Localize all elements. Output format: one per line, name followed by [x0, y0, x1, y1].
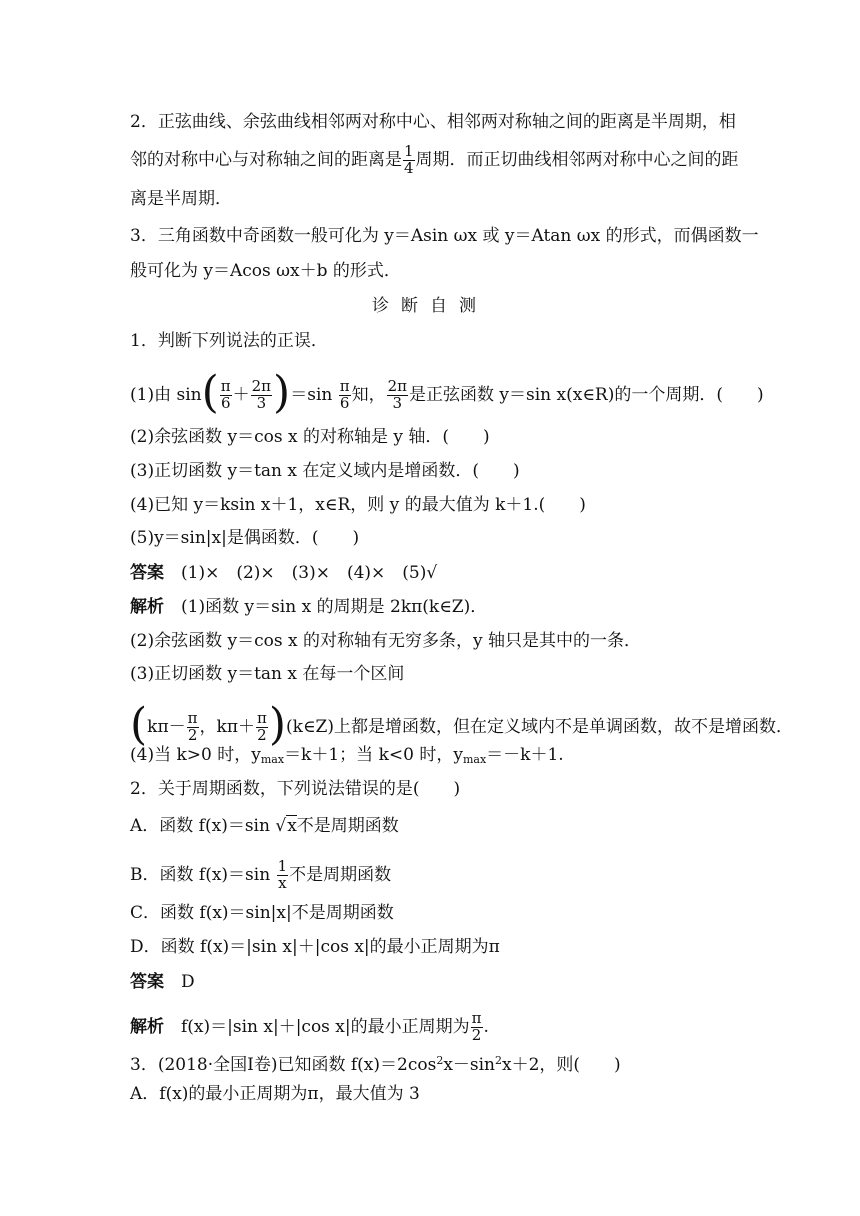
- q1-answer: 答案 (1)× (2)× (3)× (4)× (5)√: [130, 563, 438, 583]
- q2-answer: 答案 D: [130, 972, 195, 992]
- fraction-one-quarter: $\frac{1}{4}$: [404, 142, 414, 177]
- q1-analysis-4: (4)当 k>0 时，$y_{max}=k+1$；当 k<0 时，$y_{max}=-k+1$.: [130, 745, 564, 766]
- q1-analysis-3b: (kπ－ $\frac{\pi}{2}$ ，kπ＋ $\frac{\pi}{2}$ )(k∈Z)上都是增函数，但在定义域内不是单调函数，故不是增函数．: [130, 699, 793, 751]
- q2-option-a: A．函数 f(x)＝sin √x不是周期函数: [130, 816, 399, 836]
- note-2-line-2: 邻的对称中心与对称轴之间的距离是 $\frac{1}{4}$ 周期．而正切曲线相邻两对称中心之间的距: [130, 142, 739, 177]
- q3-option-a: A．f(x)的最小正周期为π，最大值为 3: [130, 1084, 420, 1104]
- q1-stem: 1．判断下列说法的正误．: [130, 331, 328, 351]
- note-3-line-2: 般可化为 y＝Acos ωx＋b 的形式．: [130, 261, 401, 281]
- q1-item-4: (4)已知 y＝ksin x＋1，x∈R，则 y 的最大值为 k＋1.( ): [130, 495, 586, 515]
- note-2-line-3: 离是半周期．: [130, 189, 232, 209]
- q1-item-3: (3)正切函数 y＝tan x 在定义域内是增函数．( ): [130, 461, 520, 481]
- q2-option-b: B．函数 f(x)＝sin $\frac{1}{x}$ 不是周期函数: [130, 857, 392, 892]
- q2-analysis: 解析 f(x)＝|sin x|＋|cos x|的最小正周期为 $\frac{\pi}{2}$ .: [130, 1009, 489, 1044]
- note-3-line-1: 3．三角函数中奇函数一般可化为 y＝Asin ωx 或 y＝Atan ωx 的形式，而偶函数一: [130, 226, 759, 246]
- q1-analysis-3: (3)正切函数 y＝tan x 在每一个区间: [130, 664, 405, 684]
- q2-option-c: C．函数 f(x)＝sin|x|不是周期函数: [130, 903, 394, 923]
- q1-item-2: (2)余弦函数 y＝cos x 的对称轴是 y 轴．( ): [130, 427, 490, 447]
- q1-analysis-2: (2)余弦函数 y＝cos x 的对称轴有无穷多条，y 轴只是其中的一条．: [130, 631, 641, 651]
- q2-option-d: D．函数 f(x)＝|sin x|＋|cos x|的最小正周期为π: [130, 937, 500, 957]
- note-2-line-1: 2．正弦曲线、余弦曲线相邻两对称中心、相邻两对称轴之间的距离是半周期，相: [130, 112, 736, 132]
- q1-analysis-1: 解析 (1)函数 y＝sin x 的周期是 2kπ(k∈Z)．: [130, 597, 488, 617]
- q3-stem: 3．(2018·全国Ⅰ卷)已知函数 $f(x)=2\cos^2x-\sin^2x+2$，则( ): [130, 1054, 621, 1075]
- q1-item-5: (5)y＝sin|x|是偶函数．( ): [130, 528, 360, 548]
- q2-stem: 2．关于周期函数，下列说法错误的是( ): [130, 779, 461, 799]
- q1-item-1: (1)由 sin( $\frac{\pi}{6}$ ＋ $\frac{2\pi}{3}$ )＝sin $\frac{\pi}{6}$ 知， $\frac{2\pi}{3}$ 是正弦函数 y＝sin x(x∈R)的一个周期．( ): [130, 367, 764, 419]
- section-title: 诊断自测: [372, 296, 488, 316]
